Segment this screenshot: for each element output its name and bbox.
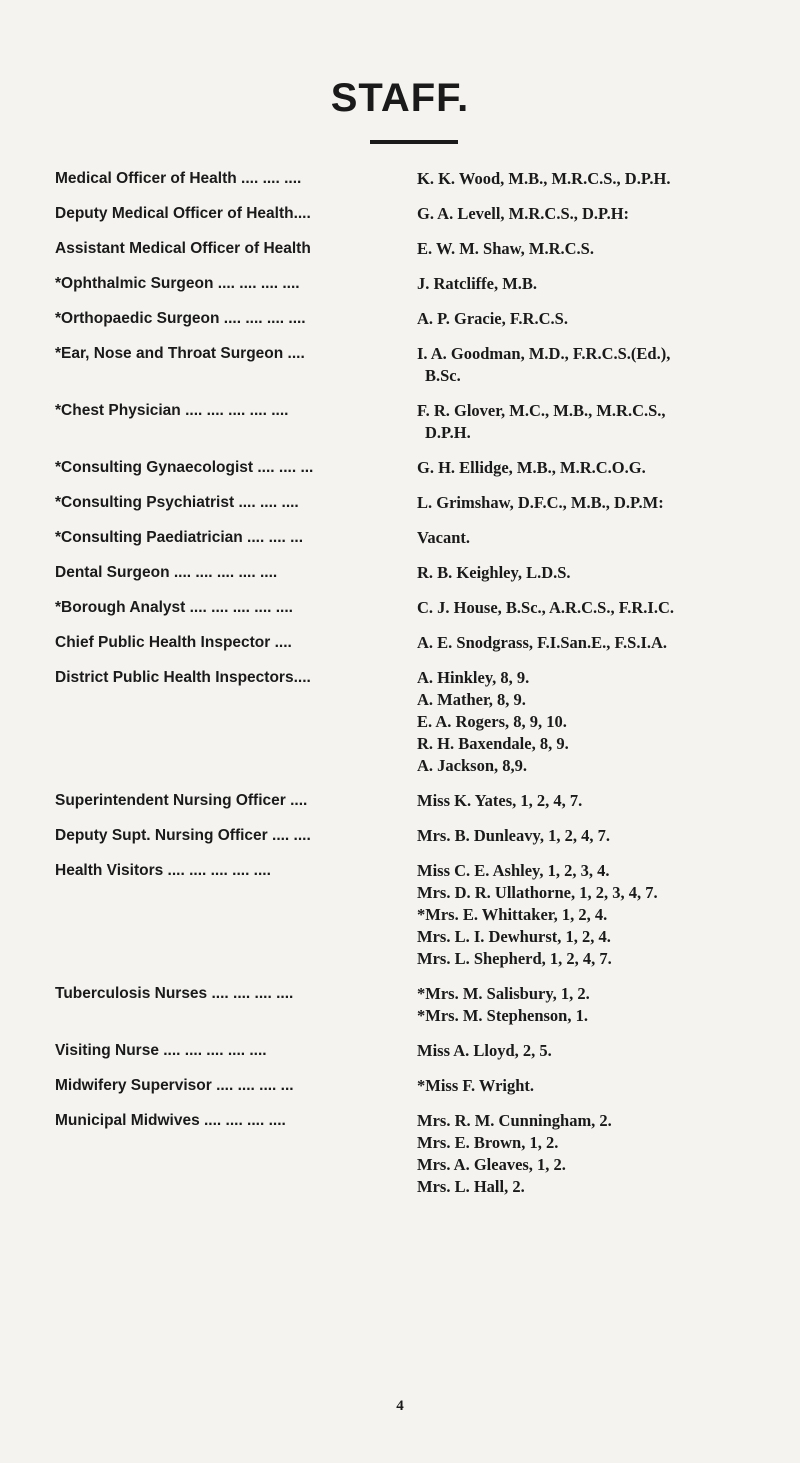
staff-entry: [55, 632, 785, 654]
staff-person: A. P. Gracie, F.R.C.S.: [417, 309, 568, 328]
staff-person: Miss K. Yates, 1, 2, 4, 7.: [417, 791, 583, 810]
staff-entry: [55, 597, 785, 619]
staff-entry: [55, 492, 785, 514]
staff-role: Visiting Nurse .... .... .... .... ....: [55, 1042, 267, 1059]
staff-person: J. Ratcliffe, M.B.: [417, 274, 538, 293]
staff-person: K. K. Wood, M.B., M.R.C.S., D.P.H.: [417, 169, 671, 188]
staff-entry: [55, 1110, 785, 1198]
staff-person: A. Jackson, 8,9.: [417, 756, 528, 775]
staff-entry: [55, 983, 785, 1027]
staff-entry: [55, 667, 785, 777]
staff-person: *Miss F. Wright.: [417, 1076, 535, 1095]
staff-role: District Public Health Inspectors....: [55, 669, 311, 686]
staff-role: Deputy Medical Officer of Health....: [55, 205, 311, 222]
staff-persons: [417, 203, 785, 225]
staff-role: Municipal Midwives .... .... .... ....: [55, 1112, 286, 1129]
staff-entry: [55, 825, 785, 847]
staff-persons: [417, 527, 785, 549]
staff-role: Superintendent Nursing Officer ....: [55, 792, 308, 809]
staff-entry: [55, 790, 785, 812]
staff-persons: [417, 860, 785, 970]
staff-entry: [55, 457, 785, 479]
staff-person: Mrs. E. Brown, 1, 2.: [417, 1133, 559, 1152]
staff-persons: [417, 400, 785, 444]
staff-entry: [55, 343, 785, 387]
staff-role: Health Visitors .... .... .... .... ....: [55, 862, 271, 879]
staff-person: Mrs. B. Dunleavy, 1, 2, 4, 7.: [417, 826, 610, 845]
staff-persons: [417, 457, 785, 479]
staff-entry: [55, 203, 785, 225]
staff-role: Assistant Medical Officer of Health: [55, 240, 311, 257]
staff-persons: [417, 632, 785, 654]
staff-person: I. A. Goodman, M.D., F.R.C.S.(Ed.),: [417, 344, 671, 363]
staff-person: Mrs. D. R. Ullathorne, 1, 2, 3, 4, 7.: [417, 883, 658, 902]
staff-role: *Consulting Gynaecologist .... .... ...: [55, 459, 314, 476]
staff-role: Chief Public Health Inspector ....: [55, 634, 292, 651]
staff-person: R. B. Keighley, L.D.S.: [417, 563, 571, 582]
staff-persons: [417, 562, 785, 584]
staff-role: *Consulting Psychiatrist .... .... ....: [55, 494, 299, 511]
staff-person: R. H. Baxendale, 8, 9.: [417, 734, 569, 753]
staff-persons: [417, 983, 785, 1027]
staff-persons: [417, 825, 785, 847]
staff-entry: [55, 1040, 785, 1062]
staff-entry: [55, 308, 785, 330]
staff-person: A. Mather, 8, 9.: [417, 690, 526, 709]
staff-person: *Mrs. M. Stephenson, 1.: [417, 1006, 588, 1025]
staff-entry: [55, 527, 785, 549]
staff-persons: [417, 238, 785, 260]
page-title: STAFF.: [330, 76, 470, 120]
staff-entry: [55, 1075, 785, 1097]
staff-person: Mrs. L. Hall, 2.: [417, 1177, 525, 1196]
staff-person: *Mrs. M. Salisbury, 1, 2.: [417, 984, 590, 1003]
title-underline: [370, 140, 458, 144]
staff-person: *Mrs. E. Whittaker, 1, 2, 4.: [417, 905, 608, 924]
staff-person: Miss C. E. Ashley, 1, 2, 3, 4.: [417, 861, 610, 880]
staff-role: *Consulting Paediatrician .... .... ...: [55, 529, 304, 546]
staff-entry: [55, 860, 785, 970]
staff-persons: [417, 273, 785, 295]
staff-role: Dental Surgeon .... .... .... .... ....: [55, 564, 278, 581]
staff-role: *Chest Physician .... .... .... .... ....: [55, 402, 289, 419]
staff-person: Mrs. L. I. Dewhurst, 1, 2, 4.: [417, 927, 611, 946]
staff-persons: [417, 1075, 785, 1097]
staff-person: G. A. Levell, M.R.C.S., D.P.H:: [417, 204, 630, 223]
staff-person: Miss A. Lloyd, 2, 5.: [417, 1041, 552, 1060]
staff-role: Tuberculosis Nurses .... .... .... ....: [55, 985, 294, 1002]
staff-person: A. E. Snodgrass, F.I.San.E., F.S.I.A.: [417, 633, 668, 652]
staff-person: B.Sc.: [425, 366, 461, 385]
staff-person: Vacant.: [417, 528, 471, 547]
staff-entry: [55, 238, 785, 260]
staff-role: Deputy Supt. Nursing Officer .... ....: [55, 827, 311, 844]
staff-person: Mrs. A. Gleaves, 1, 2.: [417, 1155, 566, 1174]
staff-person: F. R. Glover, M.C., M.B., M.R.C.S.,: [417, 401, 666, 420]
staff-persons: [417, 343, 785, 387]
staff-person: L. Grimshaw, D.F.C., M.B., D.P.M:: [417, 493, 664, 512]
staff-person: D.P.H.: [425, 423, 471, 442]
page-number: 4: [396, 1398, 404, 1414]
staff-persons: [417, 667, 785, 777]
staff-person: A. Hinkley, 8, 9.: [417, 668, 530, 687]
staff-persons: [417, 308, 785, 330]
staff-entry: [55, 168, 785, 190]
staff-role: Midwifery Supervisor .... .... .... ...: [55, 1077, 294, 1094]
staff-persons: [417, 1040, 785, 1062]
staff-role: *Ear, Nose and Throat Surgeon ....: [55, 345, 305, 362]
staff-person: G. H. Ellidge, M.B., M.R.C.O.G.: [417, 458, 646, 477]
staff-person: E. W. M. Shaw, M.R.C.S.: [417, 239, 594, 258]
staff-persons: [417, 790, 785, 812]
staff-entry: [55, 400, 785, 444]
staff-list: [55, 168, 785, 1211]
staff-persons: [417, 168, 785, 190]
staff-entry: [55, 562, 785, 584]
staff-entry: [55, 273, 785, 295]
staff-persons: [417, 597, 785, 619]
staff-role: *Orthopaedic Surgeon .... .... .... ....: [55, 310, 306, 327]
staff-role: Medical Officer of Health .... .... ....: [55, 170, 302, 187]
staff-person: E. A. Rogers, 8, 9, 10.: [417, 712, 567, 731]
staff-person: Mrs. R. M. Cunningham, 2.: [417, 1111, 612, 1130]
staff-person: C. J. House, B.Sc., A.R.C.S., F.R.I.C.: [417, 598, 675, 617]
staff-persons: [417, 1110, 785, 1198]
staff-person: Mrs. L. Shepherd, 1, 2, 4, 7.: [417, 949, 612, 968]
staff-persons: [417, 492, 785, 514]
staff-role: *Borough Analyst .... .... .... .... ....: [55, 599, 293, 616]
staff-role: *Ophthalmic Surgeon .... .... .... ....: [55, 275, 300, 292]
